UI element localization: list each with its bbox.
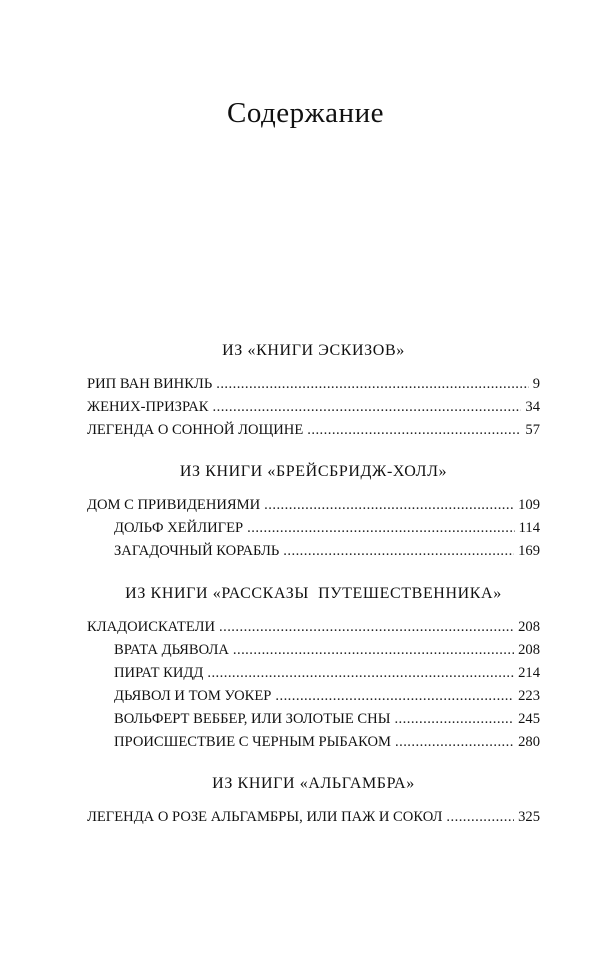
dot-leader [264, 494, 514, 517]
entry-title: ПРОИСШЕСТВИЕ С ЧЕРНЫМ РЫБАКОМ [114, 734, 392, 750]
entry-title: ДОЛЬФ ХЕЙЛИГЕР [114, 520, 244, 536]
table-of-contents [87, 339, 540, 829]
toc-entry[interactable] [87, 419, 540, 442]
toc-entry[interactable] [87, 540, 540, 563]
entry-page-number: 34 [525, 399, 540, 415]
entry-title: ПИРАТ КИДД [114, 665, 204, 681]
toc-entry[interactable] [87, 662, 540, 685]
entry-title: КЛАДОИСКАТЕЛИ [87, 619, 216, 635]
entry-title: РИП ВАН ВИНКЛЬ [87, 376, 213, 392]
section-heading: ИЗ «КНИГИ ЭСКИЗОВ» [222, 342, 405, 359]
toc-entry[interactable] [87, 685, 540, 708]
entry-page-number: 109 [518, 497, 540, 513]
dot-leader [283, 540, 514, 563]
entry-page-number: 245 [518, 711, 540, 727]
dot-leader [213, 396, 522, 419]
entry-title: ЗАГАДОЧНЫЙ КОРАБЛЬ [114, 543, 280, 559]
toc-section-alhambra [87, 772, 540, 829]
toc-entry[interactable] [87, 639, 540, 662]
toc-entry[interactable] [87, 806, 540, 829]
entry-title: ВОЛЬФЕРТ ВЕББЕР, ИЛИ ЗОЛОТЫЕ СНЫ [114, 711, 391, 727]
entry-title: ЖЕНИХ-ПРИЗРАК [87, 399, 209, 415]
toc-entry[interactable] [87, 494, 540, 517]
dot-leader [247, 517, 515, 540]
entry-title: ДЬЯВОЛ И ТОМ УОКЕР [114, 688, 272, 704]
page-title: Содержание [227, 97, 384, 129]
entry-page-number: 214 [518, 665, 540, 681]
entry-title: ВРАТА ДЬЯВОЛА [114, 642, 229, 658]
toc-entry[interactable] [87, 373, 540, 396]
dot-leader [307, 419, 521, 442]
entry-page-number: 114 [518, 520, 540, 536]
toc-section-tales-of-a-traveller [87, 582, 540, 754]
dot-leader [275, 685, 514, 708]
dot-leader [395, 731, 514, 754]
toc-entry[interactable] [87, 708, 540, 731]
dot-leader [394, 708, 514, 731]
section-heading: ИЗ КНИГИ «РАССКАЗЫ ПУТЕШЕСТВЕННИКА» [125, 585, 502, 602]
entry-title: ЛЕГЕНДА О РОЗЕ АЛЬГАМБРЫ, ИЛИ ПАЖ И СОКОЛ [87, 809, 443, 825]
dot-leader [216, 373, 528, 396]
dot-leader [219, 616, 514, 639]
entry-page-number: 57 [525, 422, 540, 438]
toc-section-bracebridge-hall [87, 460, 540, 563]
section-heading: ИЗ КНИГИ «БРЕЙСБРИДЖ-ХОЛЛ» [179, 463, 448, 480]
entry-page-number: 169 [518, 543, 540, 559]
toc-section-sketch-book [87, 339, 540, 442]
dot-leader [207, 662, 514, 685]
toc-entry[interactable] [87, 396, 540, 419]
entry-page-number: 208 [518, 642, 540, 658]
section-heading: ИЗ КНИГИ «АЛЬГАМБРА» [212, 775, 415, 792]
toc-entry[interactable] [87, 731, 540, 754]
dot-leader [233, 639, 514, 662]
dot-leader [446, 806, 514, 829]
entry-page-number: 280 [518, 734, 540, 750]
entry-page-number: 208 [518, 619, 540, 635]
entry-title: ДОМ С ПРИВИДЕНИЯМИ [87, 497, 261, 513]
entry-page-number: 223 [518, 688, 540, 704]
toc-entry[interactable] [87, 517, 540, 540]
entry-page-number: 9 [532, 376, 540, 392]
entry-page-number: 325 [518, 809, 540, 825]
toc-entry[interactable] [87, 616, 540, 639]
entry-title: ЛЕГЕНДА О СОННОЙ ЛОЩИНЕ [87, 422, 304, 438]
